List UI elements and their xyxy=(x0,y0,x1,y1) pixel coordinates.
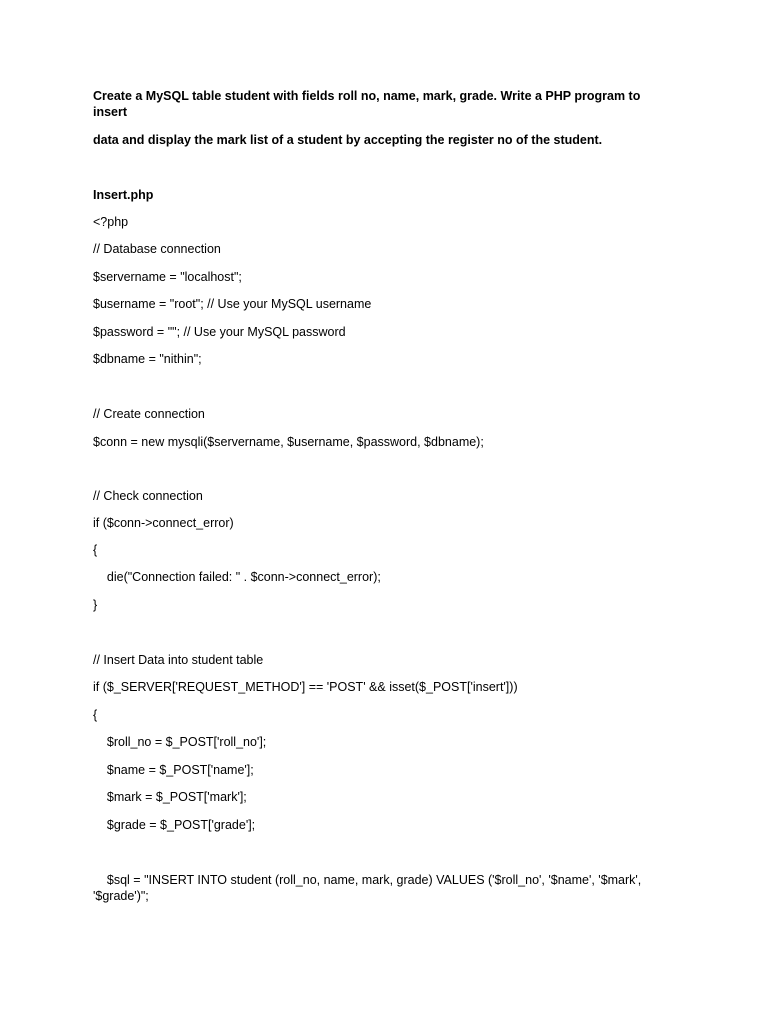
code-comment: // Database connection xyxy=(93,242,221,256)
code-line: $servername = "localhost"; xyxy=(93,270,242,284)
code-line: $name = $_POST['name']; xyxy=(93,763,254,777)
code-line: $dbname = "nithin"; xyxy=(93,352,202,366)
code-line: $roll_no = $_POST['roll_no']; xyxy=(93,735,267,749)
file-heading: Insert.php xyxy=(93,188,154,202)
code-line: $conn = new mysqli($servername, $username, $password, $dbname); xyxy=(93,435,484,449)
code-line: <?php xyxy=(93,215,129,229)
code-line: $grade = $_POST['grade']; xyxy=(93,818,256,832)
code-line: $mark = $_POST['mark']; xyxy=(93,790,247,804)
code-line: { xyxy=(93,708,98,722)
code-line: $password = ""; // Use your MySQL password xyxy=(93,325,346,339)
code-line: if ($_SERVER['REQUEST_METHOD'] == 'POST' && isset($_POST['insert'])) xyxy=(93,680,518,694)
code-comment: // Insert Data into student table xyxy=(93,653,264,667)
question-line-1: Create a MySQL table student with fields roll no, name, mark, grade. Write a PHP program to insert xyxy=(93,89,641,119)
document-page xyxy=(93,0,673,1024)
question-line-2: data and display the mark list of a student by accepting the register no of the student. xyxy=(93,133,603,147)
code-line: } xyxy=(93,598,98,612)
code-comment: // Check connection xyxy=(93,489,203,503)
code-line: die("Connection failed: " . $conn->connect_error); xyxy=(93,570,381,584)
code-line-sql: $sql = "INSERT INTO student (roll_no, name, mark, grade) VALUES ('$roll_no', '$name', '$mark', '$grade')"; xyxy=(93,873,645,903)
code-line: if ($conn->connect_error) xyxy=(93,516,234,530)
code-line: $username = "root"; // Use your MySQL username xyxy=(93,297,372,311)
code-line: { xyxy=(93,543,98,557)
code-comment: // Create connection xyxy=(93,407,205,421)
